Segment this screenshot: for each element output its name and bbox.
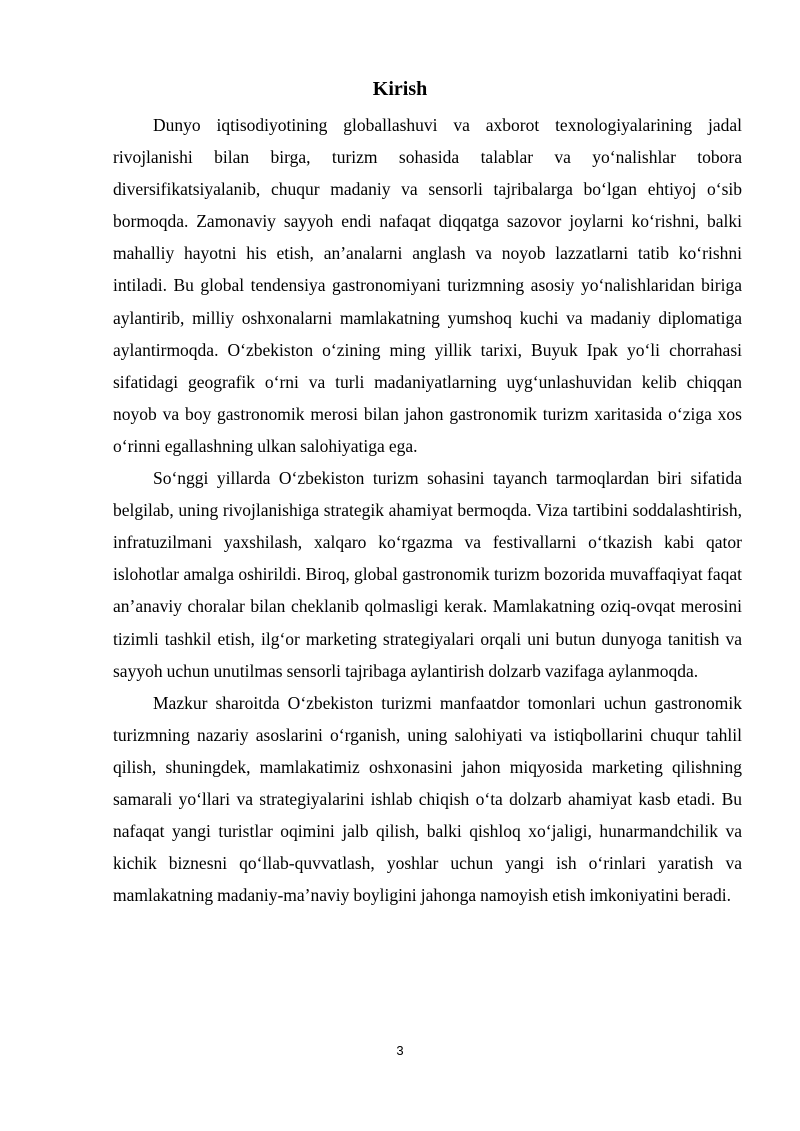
body-text	[113, 109, 742, 911]
page-title: Kirish	[372, 78, 428, 100]
page-number: 3	[396, 1043, 404, 1058]
paragraph-3: Mazkur sharoitda Oʻzbekiston turizmi manfaatdor tomonlari uchun gastronomik turizmning nazariy asoslarini oʻrganish, uning salohiyati va istiqbollarini chuqur tahlil qilish, shuningdek, mamlakatimiz oshxonasini jahon miqyosida marketing qilishning samarali yoʻllari va strategiyalarini ishlab chiqish oʻta dolzarb ahamiyat kasb etadi. Bu nafaqat yangi turistlar oqimini jalb qilish, balki qishloq xoʻjaligi, hunarmandchilik va kichik biznesni qoʻllab-quvvatlash, yoshlar uchun yangi ish oʻrinlari yaratish va mamlakatning madaniy-ma’naviy boyligini jahonga namoyish etish imkoniyatini beradi.	[113, 692, 742, 906]
paragraph-2: Soʻnggi yillarda Oʻzbekiston turizm sohasini tayanch tarmoqlardan biri sifatida belgilab, uning rivojlanishiga strategik ahamiyat bermoqda. Viza tartibini soddalashtirish, infratuzilmani yaxshilash, xalqaro koʻrgazma va festivallarni oʻtkazish kabi qator islohotlar amalga oshirildi. Biroq, global gastronomik turizm bozorida muvaffaqiyat faqat an’anaviy choralar bilan cheklanib qolmasligi kerak. Mamlakatning oziq-ovqat merosini tizimli tashkil etish, ilgʻor marketing strategiyalari orqali uni butun dunyoga tanitish va sayyoh uchun unutilmas sensorli tajribaga aylantirish dolzarb vazifaga aylanmoqda.	[113, 468, 742, 681]
paragraph-1: Dunyo iqtisodiyotining globallashuvi va axborot texnologiyalarining jadal rivojlanishi bilan birga, turizm sohasida talablar va yoʻnalishlar tobora diversifikatsiyalanib, chuqur madaniy va sensorli tajribalarga boʻlgan ehtiyoj oʻsib bormoqda. Zamonaviy sayyoh endi nafaqat diqqatga sazovor joylarni koʻrishni, balki mahalliy hayotni his etish, an’analarni anglash va noyob lazzatlarni tatib koʻrishni intiladi. Bu global tendensiya gastronomiyani turizmning asosiy yoʻnalishlaridan biriga aylantirib, milliy oshxonalarni mamlakatning yumshoq kuchi va madaniy diplomatiga aylantirmoqda. Oʻzbekiston oʻzining ming yillik tarixi, Buyuk Ipak yoʻli chorrahasi sifatidagi geografik oʻrni va turli madaniyatlarning uygʻunlashuvidan kelib chiqqan noyob va boy gastronomik merosi bilan jahon gastronomik turizm xaritasida oʻziga xos oʻrinni egallashning ulkan salohiyatiga ega.	[113, 115, 742, 456]
